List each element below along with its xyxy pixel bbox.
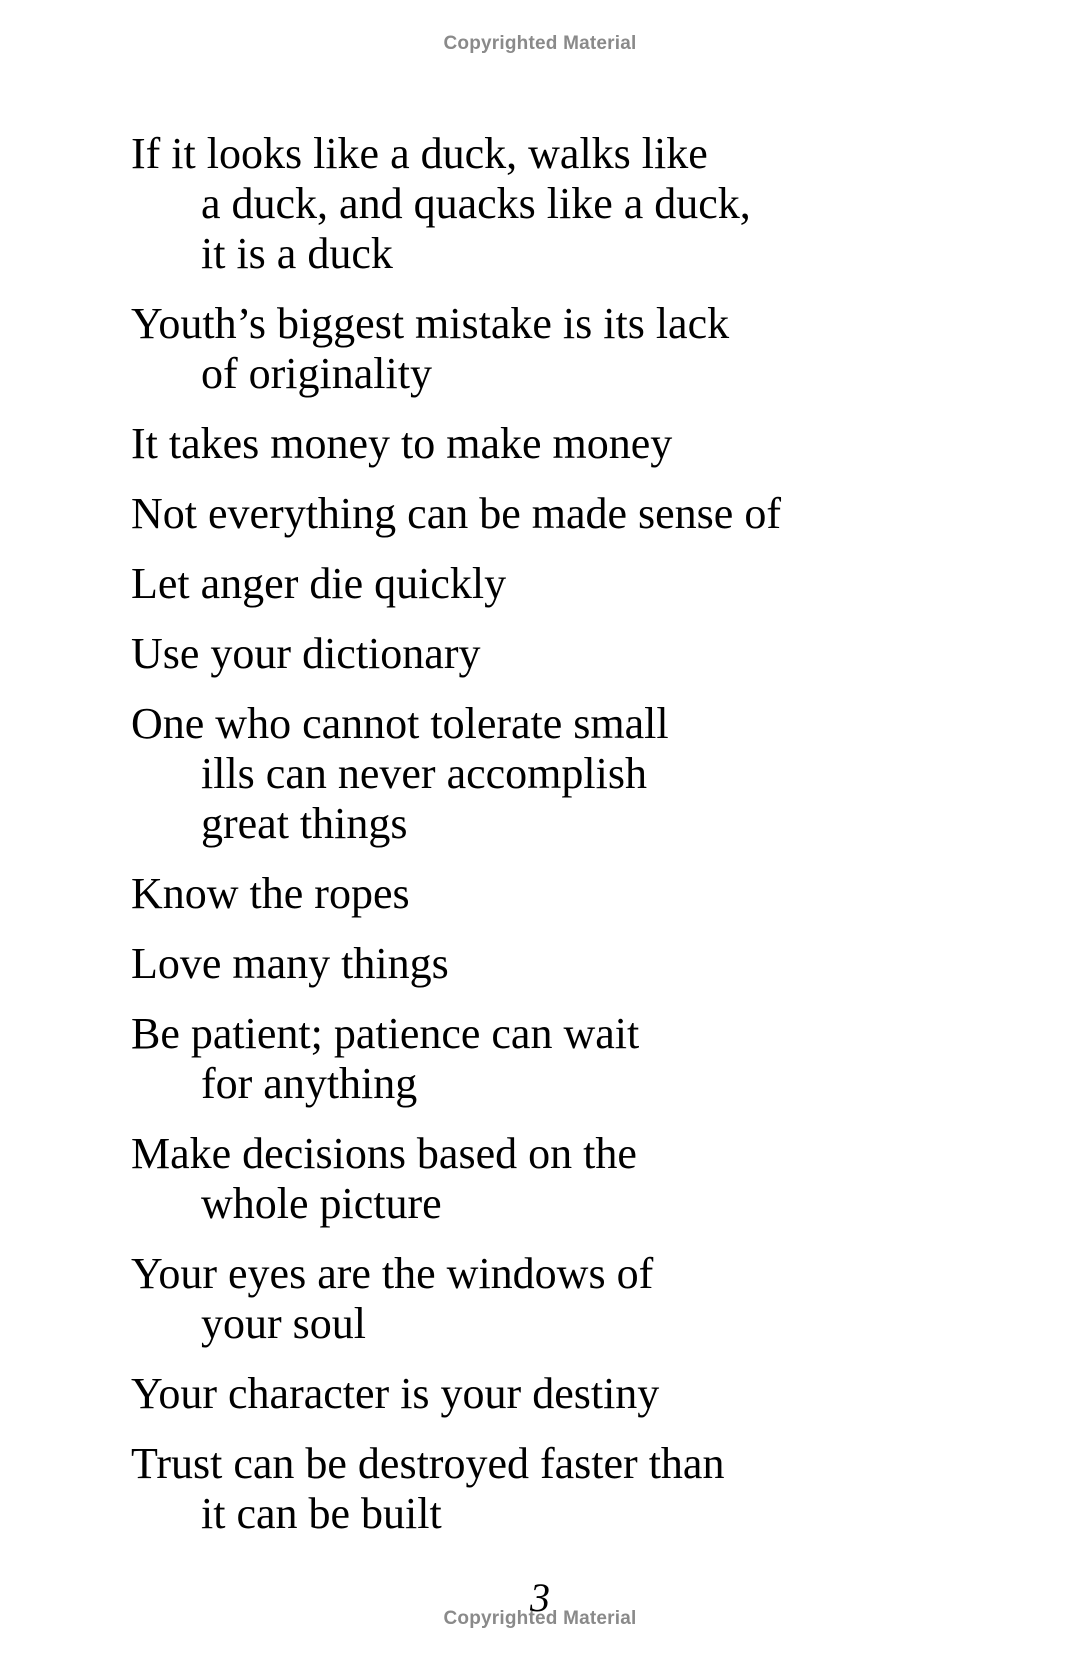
page-number: 3 [530,1575,550,1620]
sayings-list [131,129,1011,1559]
saying-item: If it looks like a duck, walks like a duck, and quacks like a duck, it is a duck [131,129,751,278]
saying-item: Youth’s biggest mistake is its lack of originality [131,299,730,398]
saying-item: It takes money to make money [131,419,673,468]
saying-item: Let anger die quickly [131,559,507,608]
copyright-watermark-top: Copyrighted Material [443,33,637,54]
saying-item: Your eyes are the windows of your soul [131,1249,654,1348]
saying-item: Make decisions based on the whole picture [131,1129,637,1228]
saying-item: Know the ropes [131,869,410,918]
saying-item: Be patient; patience can wait for anything [131,1009,640,1108]
saying-item: Your character is your destiny [131,1369,660,1418]
saying-item: Use your dictionary [131,629,481,678]
saying-item: Trust can be destroyed faster than it can be built [131,1439,725,1538]
saying-item: One who cannot tolerate small ills can never accomplish great things [131,699,669,848]
saying-item: Not everything can be made sense of [131,489,781,538]
copyright-watermark-bottom: Copyrighted Material [443,1608,637,1629]
saying-item: Love many things [131,939,449,988]
